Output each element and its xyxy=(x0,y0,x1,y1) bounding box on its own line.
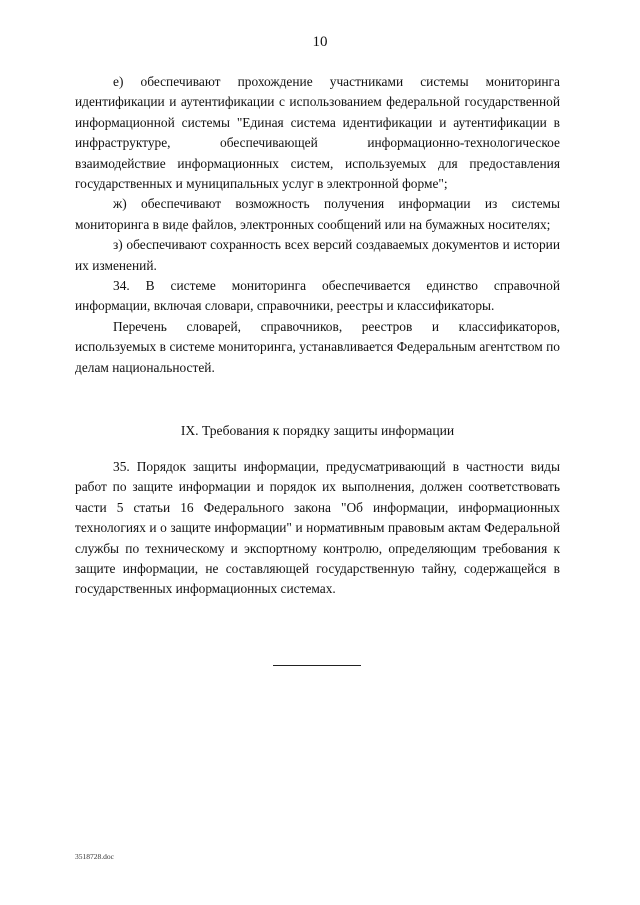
paragraph-34: 34. В системе мониторинга обеспечивается единство справочной информации, включая словари, справочники, реестры и классификаторы. xyxy=(75,278,560,314)
paragraph-list-of-dictionaries: Перечень словарей, справочников, реестров и классификаторов, используемых в системе мониторинга, устанавливается Федеральным агентством по делам национальностей. xyxy=(75,318,560,375)
paragraph-item-zh: ж) обеспечивают возможность получения информации из системы мониторинга в виде файлов, электронных сообщений или на бумажных носителях; xyxy=(75,196,560,232)
end-of-text-rule xyxy=(273,665,361,666)
paragraph-item-z: з) обеспечивают сохранность всех версий создаваемых документов и истории их изменений. xyxy=(75,237,560,273)
section-heading: IX. Требования к порядку защиты информации xyxy=(180,423,455,438)
paragraph-item-e: е) обеспечивают прохождение участниками системы мониторинга идентификации и аутентификации с использованием федеральной государственной информационной системы "Единая система идентификации и аутентификации в инфраструктуре, обеспечивающей информационно-технологическое взаимодействие информационных систем, используемых для предоставления государственных и муниципальных услуг в электронной форме"; xyxy=(75,74,560,192)
body-text-top xyxy=(75,72,560,378)
paragraph-35: 35. Порядок защиты информации, предусматривающий в частности виды работ по защите информации и порядок их выполнения, должен соответствовать части 5 статьи 16 Федерального закона "Об информации, информационных технологиях и о защите информации" и нормативным правовым актам Федеральной службы по техническому и экспортному контролю, определяющим требования к защите информации, не составляющей государственную тайну, содержащейся в государственных информационных системах. xyxy=(75,459,560,597)
file-reference: 3518728.doc xyxy=(75,852,114,861)
page-number: 10 xyxy=(312,34,328,50)
body-text-section xyxy=(75,457,560,600)
